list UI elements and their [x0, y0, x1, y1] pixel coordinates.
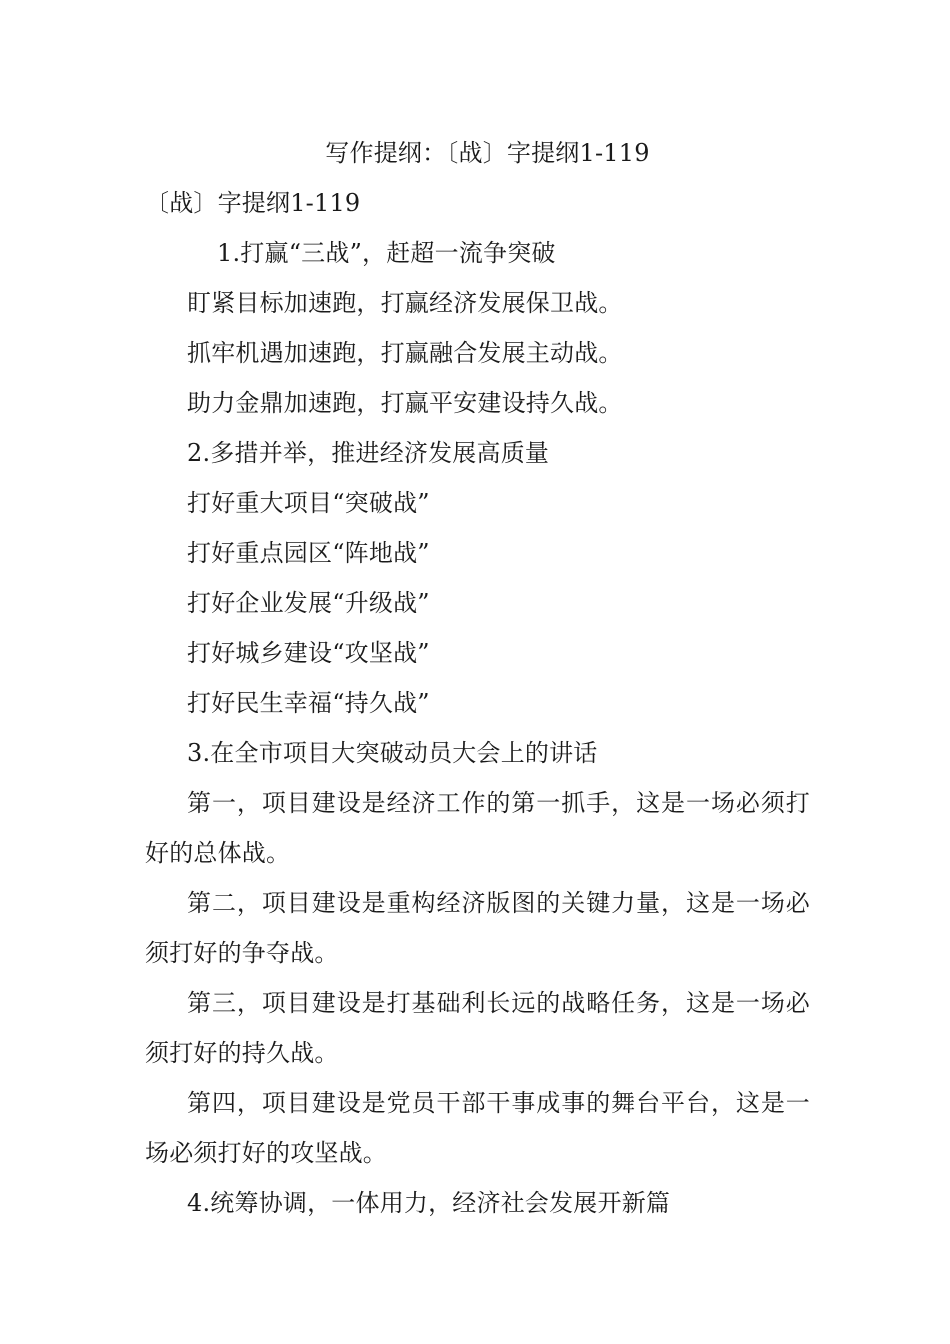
- section-2-item: 打好重点园区“阵地战”: [187, 539, 430, 567]
- document-title: 写作提纲：〔战〕字提纲1-119: [325, 139, 650, 167]
- section-2-item: 打好民生幸福“持久战”: [187, 689, 430, 717]
- section-3-paragraph: 第四，项目建设是党员干部干事成事的舞台平台，这是一场必须打好的攻坚战。: [145, 1089, 810, 1167]
- section-2-item: 打好企业发展“升级战”: [187, 589, 430, 617]
- section-2-heading: 2.多措并举，推进经济发展高质量: [187, 439, 550, 467]
- section-4-heading: 4.统筹协调，一体用力，经济社会发展开新篇: [187, 1189, 671, 1217]
- section-3-paragraph: 第三，项目建设是打基础利长远的战略任务，这是一场必须打好的持久战。: [145, 989, 810, 1067]
- section-3-heading: 3.在全市项目大突破动员大会上的讲话: [187, 739, 598, 767]
- section-1-item: 抓牢机遇加速跑，打赢融合发展主动战。: [187, 339, 623, 367]
- section-1-heading: 1.打赢“三战”，赶超一流争突破: [217, 239, 556, 267]
- section-1-item: 盯紧目标加速跑，打赢经济发展保卫战。: [187, 289, 623, 317]
- section-2-item: 打好重大项目“突破战”: [187, 489, 430, 517]
- section-3-paragraph: 第一，项目建设是经济工作的第一抓手，这是一场必须打好的总体战。: [145, 789, 810, 867]
- document-body: [145, 128, 810, 1228]
- section-1-item: 助力金鼎加速跑，打赢平安建设持久战。: [187, 389, 623, 417]
- section-3-paragraph: 第二，项目建设是重构经济版图的关键力量，这是一场必须打好的争夺战。: [145, 889, 810, 967]
- document-subtitle: 〔战〕字提纲1-119: [145, 189, 361, 217]
- section-2-item: 打好城乡建设“攻坚战”: [187, 639, 430, 667]
